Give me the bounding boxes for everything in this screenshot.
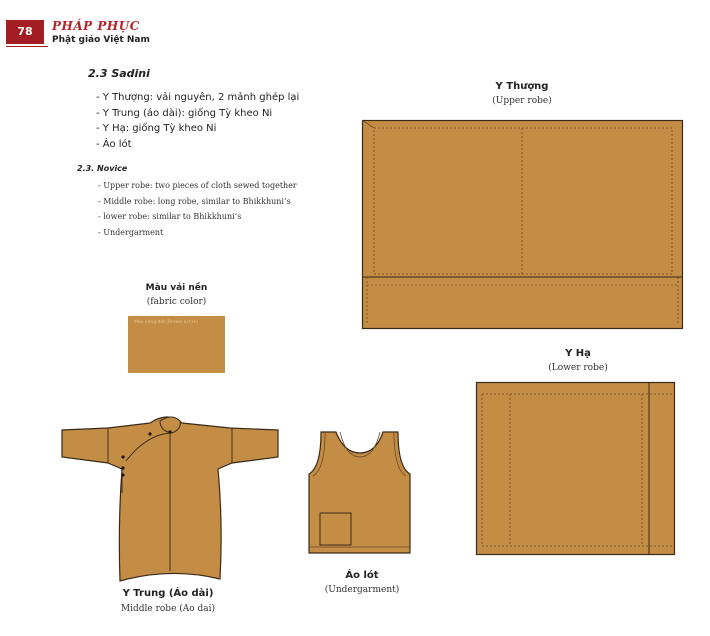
page-number: 78 bbox=[6, 20, 44, 44]
book-subtitle: Phật giáo Việt Nam bbox=[52, 35, 150, 45]
undergarment-caption: Áo lót bbox=[345, 570, 379, 581]
list-item: - Y Thượng: vải nguyên, 2 mảnh ghép lại bbox=[96, 92, 300, 103]
list-item: - Middle robe: long robe, similar to Bhikkhuni’s bbox=[98, 196, 291, 206]
middle-robe-illustration bbox=[60, 413, 280, 585]
fabric-caption-en: (fabric color) bbox=[146, 297, 207, 307]
list-item: - Upper robe: two pieces of cloth sewed together bbox=[98, 181, 297, 190]
section-title-english: 2.3. Novice bbox=[77, 164, 128, 173]
lower-robe-illustration bbox=[476, 382, 676, 556]
upper-robe-illustration bbox=[362, 120, 684, 330]
list-item: - Y Trung (áo dài): giống Tỳ kheo Ni bbox=[96, 107, 273, 119]
list-item: - Y Hạ: giống Tỳ kheo Ni bbox=[96, 123, 217, 134]
lower-robe-caption: Y Hạ bbox=[565, 348, 591, 359]
vietnamese-list bbox=[96, 90, 299, 152]
list-item: - Áo lót bbox=[96, 138, 132, 150]
list-item: - lower robe: similar to Bhikkhuni’s bbox=[98, 212, 242, 222]
header-rule bbox=[6, 46, 48, 47]
middle-robe-caption-en: Middle robe (Ao dai) bbox=[120, 604, 216, 614]
middle-robe-caption: Y Trung (Áo dài) bbox=[122, 588, 214, 599]
upper-robe-caption: Y Thượng bbox=[495, 81, 549, 92]
undergarment-illustration bbox=[306, 429, 414, 557]
fabric-swatch-label: Màu vàng đất (Brown ochre) bbox=[134, 320, 198, 325]
undergarment-caption-en: (Undergarment) bbox=[324, 585, 400, 595]
upper-robe-caption-en: (Upper robe) bbox=[492, 96, 552, 106]
fabric-caption: Màu vải nền bbox=[145, 283, 208, 293]
english-list bbox=[98, 178, 297, 241]
section-title: 2.3 Sadini bbox=[88, 67, 150, 80]
list-item: - Undergarment bbox=[98, 228, 164, 238]
lower-robe-caption-en: (Lower robe) bbox=[548, 363, 608, 373]
book-title: PHÁP PHỤC bbox=[52, 19, 140, 33]
